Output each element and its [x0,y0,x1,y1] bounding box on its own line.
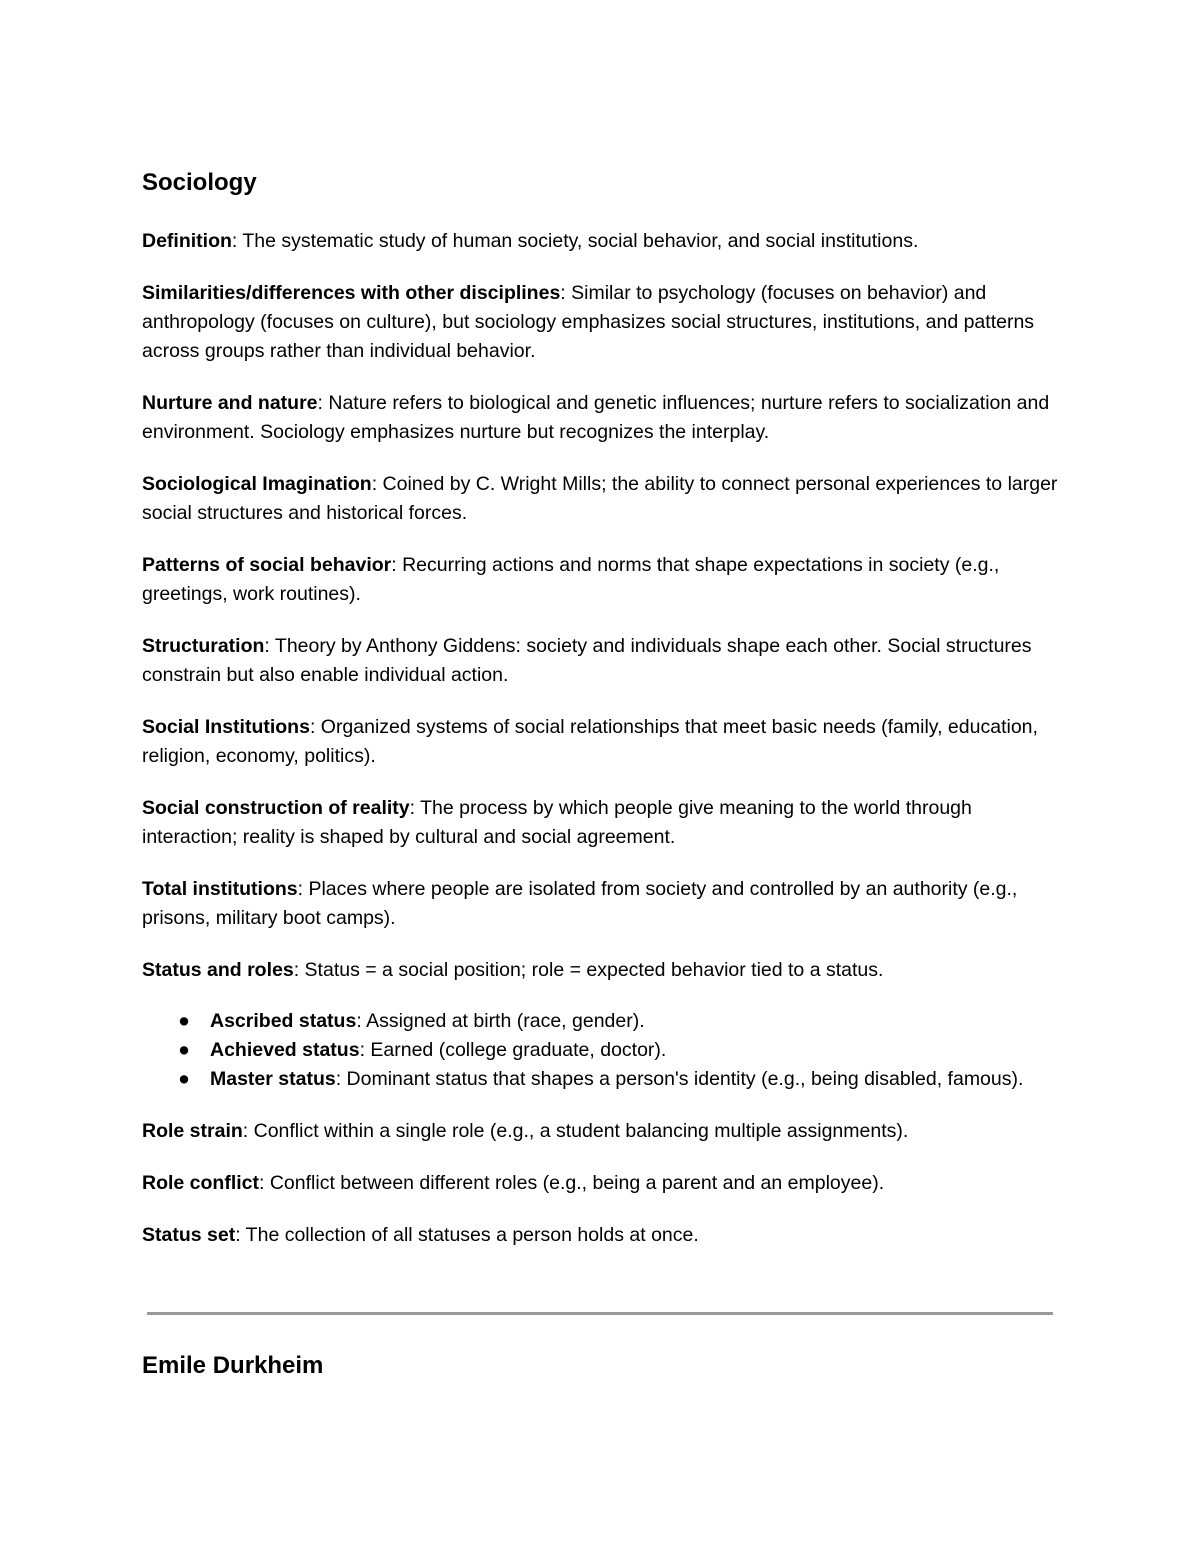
entry-text: : Conflict within a single role (e.g., a student balancing multiple assignments). [242,1120,909,1142]
entry-text: : Coined by C. Wright Mills; the ability to connect personal experiences to larger social structures and historical forces. [142,473,1058,524]
entry-definition [142,227,1072,256]
list-item-term: Ascribed status [210,1010,357,1032]
next-section-title: Emile Durkheim [142,1352,324,1379]
list-item [178,1036,1072,1065]
entry-text: : Status = a social position; role = expected behavior tied to a status. [293,959,884,981]
entry-sociological-imagination [142,470,1072,528]
entry-status-roles [142,956,1072,985]
entry-term: Social construction of reality [142,797,410,819]
entry-text: : Similar to psychology (focuses on behavior) and anthropology (focuses on culture), but sociology emphasizes social structures, institutions, and patterns across groups rather than individual behavior. [142,282,1035,362]
entry-term: Similarities/differences with other disciplines [142,282,561,304]
entry-term: Social Institutions [142,716,310,738]
entry-text: : Nature refers to biological and genetic influences; nurture refers to socialization and environment. Sociology emphasizes nurture but recognizes the interplay. [142,392,1050,443]
entry-term: Status set [142,1224,236,1246]
entry-text: : Organized systems of social relationships that meet basic needs (family, education, religion, economy, politics). [142,716,1038,767]
list-item-term: Master status [210,1068,336,1090]
entry-term: Structuration [142,635,265,657]
horizontal-divider [147,1312,1053,1315]
entry-term: Total institutions [142,878,298,900]
list-item-text: : Assigned at birth (race, gender). [356,1010,645,1032]
bullet-icon: ● [178,1010,190,1032]
entry-social-construction [142,794,1072,852]
entry-structuration [142,632,1072,690]
entry-term: Sociological Imagination [142,473,372,495]
status-bullet-list [142,1007,1072,1094]
bullet-icon: ● [178,1068,190,1090]
entry-term: Definition [142,230,232,252]
entry-patterns-social-behavior [142,551,1072,609]
entry-role-conflict [142,1169,1072,1198]
entry-text: : The collection of all statuses a person holds at once. [235,1224,699,1246]
entry-text: : Recurring actions and norms that shape expectations in society (e.g., greetings, work routines). [142,554,1000,605]
entry-text: : Theory by Anthony Giddens: society and individuals shape each other. Social structures constrain but also enable individual action. [142,635,1032,686]
entry-text: : The systematic study of human society, social behavior, and social institutions. [231,230,919,252]
entry-term: Patterns of social behavior [142,554,392,576]
bullet-icon: ● [178,1039,190,1061]
entry-term: Role conflict [142,1172,260,1194]
entry-text: : The process by which people give meaning to the world through interaction; reality is shaped by cultural and social agreement. [142,797,972,848]
list-item-text: : Earned (college graduate, doctor). [359,1039,667,1061]
section-title: Sociology [142,169,257,196]
list-item-text: : Dominant status that shapes a person's identity (e.g., being disabled, famous). [335,1068,1024,1090]
entry-text: : Places where people are isolated from society and controlled by an authority (e.g., prisons, military boot camps). [142,878,1018,929]
entry-text: : Conflict between different roles (e.g., being a parent and an employee). [259,1172,885,1194]
entry-term: Nurture and nature [142,392,318,414]
entry-social-institutions [142,713,1072,771]
document-body [142,168,1072,1273]
entry-term: Role strain [142,1120,243,1142]
entry-total-institutions [142,875,1072,933]
list-item [178,1007,1072,1036]
entry-status-set [142,1221,1072,1250]
list-item [178,1065,1072,1094]
list-item-term: Achieved status [210,1039,360,1061]
entry-role-strain [142,1117,1072,1146]
entry-nurture-nature [142,389,1072,447]
entry-similarities [142,279,1072,366]
entry-term: Status and roles [142,959,294,981]
